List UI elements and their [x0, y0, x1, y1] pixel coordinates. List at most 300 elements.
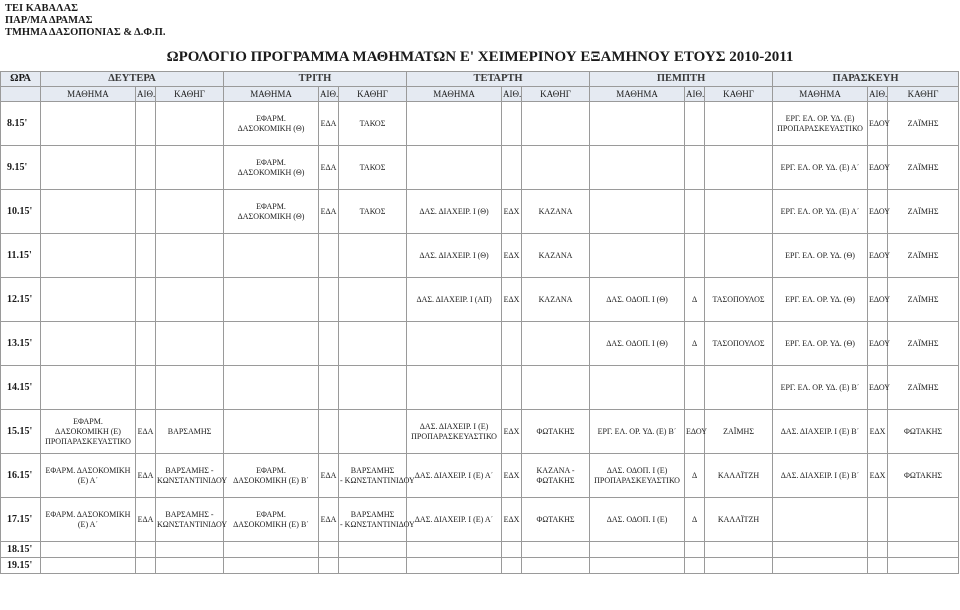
- cell-line: ΕΡΓ. ΕΛ. ΟΡ. ΥΔ. (Θ): [785, 250, 855, 260]
- professor-cell: [705, 234, 773, 278]
- course-cell: [224, 190, 319, 234]
- course-cell: [41, 410, 136, 454]
- professor-cell: [156, 234, 224, 278]
- professor-cell: [156, 190, 224, 234]
- cell-line: ΖΑΪΜΗΣ: [907, 294, 939, 304]
- room-cell: [868, 146, 891, 190]
- course-cell: [407, 454, 502, 498]
- course-cell: [224, 542, 319, 558]
- course-cell: [41, 102, 136, 146]
- cell-line: ΔΑΣ. ΟΔΟΠ. Ι (Θ): [606, 294, 668, 304]
- professor-cell: [339, 498, 415, 542]
- cell-line: ΖΑΪΜΗΣ: [907, 338, 939, 348]
- cell-line: ΕΦΑΡΜ. ΔΑΣΟΚΟΜΙΚΗ: [45, 509, 131, 519]
- cell-line: ΕΔΟΥ: [869, 382, 891, 392]
- professor-cell: [522, 234, 590, 278]
- room-cell: [868, 366, 891, 410]
- professor-cell: [705, 102, 773, 146]
- table-row: [1, 558, 959, 574]
- course-cell: [41, 322, 136, 366]
- room-cell: [136, 234, 156, 278]
- room-cell: [868, 542, 888, 558]
- column-header-professor: ΚΑΘΗΓ: [339, 87, 407, 102]
- cell-line: ΕΦΑΡΜ.: [73, 416, 103, 426]
- room-cell: [319, 102, 339, 146]
- room-cell: [319, 234, 339, 278]
- professor-cell: [339, 102, 407, 146]
- professor-cell: [522, 322, 590, 366]
- room-cell: [685, 102, 705, 146]
- table-row: [1, 278, 959, 322]
- cell-line: ΦΩΤΑΚΗΣ: [536, 475, 575, 485]
- professor-cell: [888, 558, 959, 574]
- cell-line: ΚΩΝΣΤΑΝΤΙΝΙΔΟΥ: [157, 519, 228, 529]
- cell-line: ΕΡΓ. ΕΛ. ΟΡ. ΥΔ. (Ε) Β΄: [780, 382, 860, 392]
- professor-cell: [888, 498, 959, 542]
- room-cell: [868, 322, 891, 366]
- cell-line: ΦΩΤΑΚΗΣ: [536, 514, 575, 524]
- cell-line: ΕΦΑΡΜ.: [256, 201, 286, 211]
- cell-line: ΕΦΑΡΜ.: [256, 157, 286, 167]
- professor-cell: [339, 366, 407, 410]
- column-header-professor: ΚΑΘΗΓ: [156, 87, 224, 102]
- course-cell: [773, 102, 868, 146]
- room-cell: [502, 322, 522, 366]
- room-cell: [502, 190, 522, 234]
- column-header-row: [1, 87, 959, 102]
- cell-line: ΕΔΑ: [320, 118, 337, 128]
- cell-line: ΔΑΣΟΚΟΜΙΚΗ (Ε) Β΄: [233, 519, 309, 529]
- room-cell: [319, 366, 339, 410]
- room-cell: [136, 498, 156, 542]
- day-header-wednesday: ΤΕΤΑΡΤΗ: [407, 72, 590, 87]
- course-cell: [407, 146, 502, 190]
- professor-cell: [888, 234, 959, 278]
- time-cell: 15.15': [1, 410, 41, 454]
- room-cell: [502, 234, 522, 278]
- cell-line: ΕΔΟΥ: [686, 426, 708, 436]
- room-cell: [502, 542, 522, 558]
- time-cell: 8.15': [1, 102, 41, 146]
- course-cell: [224, 366, 319, 410]
- department-location: ΠΑΡ/ΜΑ ΔΡΑΜΑΣ: [5, 15, 93, 26]
- table-row: [1, 454, 959, 498]
- cell-line: ΔΑΣΟΚΟΜΙΚΗ (Θ): [237, 211, 305, 221]
- cell-line: ΚΑΛΑΪΤΖΗ: [717, 514, 760, 524]
- room-cell: [136, 190, 156, 234]
- cell-line: ΦΩΤΑΚΗΣ: [904, 470, 943, 480]
- table-row: [1, 322, 959, 366]
- cell-line: ΖΑΪΜΗΣ: [907, 162, 939, 172]
- room-cell: [685, 454, 705, 498]
- course-cell: [773, 410, 868, 454]
- room-cell: [685, 234, 705, 278]
- column-header-course: ΜΑΘΗΜΑ: [773, 87, 868, 102]
- room-cell: [319, 146, 339, 190]
- cell-line: ΕΔΧ: [869, 426, 886, 436]
- cell-line: ΕΔΑ: [320, 514, 337, 524]
- course-cell: [224, 558, 319, 574]
- cell-line: ΕΔΑ: [320, 470, 337, 480]
- room-cell: [685, 498, 705, 542]
- cell-line: - ΚΩΝΣΤΑΝΤΙΝΙΔΟΥ: [340, 475, 415, 485]
- time-cell: 19.15': [1, 558, 41, 574]
- table-row: [1, 190, 959, 234]
- professor-cell: [705, 322, 773, 366]
- room-cell: [685, 322, 705, 366]
- cell-line: ΔΑΣ. ΔΙΑΧΕΙΡ. Ι (Ε) Α΄: [414, 514, 494, 524]
- professor-cell: [156, 322, 224, 366]
- cell-line: ΕΔΟΥ: [869, 250, 891, 260]
- cell-line: ΤΑΚΟΣ: [359, 162, 386, 172]
- course-cell: [773, 366, 868, 410]
- cell-line: ΕΔΧ: [503, 206, 520, 216]
- course-cell: [41, 190, 136, 234]
- time-cell: 13.15': [1, 322, 41, 366]
- cell-line: ΔΑΣ. ΔΙΑΧΕΙΡ. Ι (ΑΠ): [416, 294, 492, 304]
- cell-line: ΤΑΚΟΣ: [359, 206, 386, 216]
- cell-line: ΔΑΣΟΚΟΜΙΚΗ (Ε) Β΄: [233, 475, 309, 485]
- professor-cell: [705, 278, 773, 322]
- professor-cell: [705, 410, 773, 454]
- room-cell: [868, 234, 891, 278]
- professor-cell: [888, 190, 959, 234]
- cell-line: ΚΑΖΑΝΑ: [538, 294, 573, 304]
- cell-line: ΔΑΣ. ΔΙΑΧΕΙΡ. Ι (Ε) Β΄: [780, 426, 860, 436]
- professor-cell: [156, 454, 228, 498]
- cell-line: ΚΩΝΣΤΑΝΤΙΝΙΔΟΥ: [157, 475, 228, 485]
- professor-cell: [156, 558, 224, 574]
- cell-line: ΔΑΣ. ΟΔΟΠ. Ι (Ε): [606, 465, 668, 475]
- time-cell: 14.15': [1, 366, 41, 410]
- course-cell: [224, 102, 319, 146]
- cell-line: ΕΡΓ. ΕΛ. ΟΡ. ΥΔ. (Θ): [785, 338, 855, 348]
- cell-line: ΖΑΪΜΗΣ: [907, 382, 939, 392]
- cell-line: ΔΑΣ. ΟΔΟΠ. Ι (Θ): [606, 338, 668, 348]
- course-cell: [773, 542, 868, 558]
- room-cell: [502, 102, 522, 146]
- room-cell: [136, 542, 156, 558]
- time-cell: 9.15': [1, 146, 41, 190]
- cell-line: ΖΑΪΜΗΣ: [907, 250, 939, 260]
- room-cell: [319, 410, 339, 454]
- course-cell: [41, 498, 136, 542]
- cell-line: ΚΑΖΑΝΑ: [538, 250, 573, 260]
- column-header-empty: [1, 87, 41, 102]
- cell-line: ΕΡΓ. ΕΛ. ΟΡ. ΥΔ. (Θ): [785, 294, 855, 304]
- room-cell: [136, 278, 156, 322]
- room-cell: [319, 278, 339, 322]
- professor-cell: [156, 542, 224, 558]
- cell-line: ΚΑΖΑΝΑ -: [536, 465, 575, 475]
- course-cell: [590, 542, 685, 558]
- course-cell: [590, 366, 685, 410]
- room-cell: [868, 410, 888, 454]
- cell-line: ΔΑΣΟΚΟΜΙΚΗ (Θ): [237, 167, 305, 177]
- cell-line: ΕΔΟΥ: [869, 338, 891, 348]
- cell-line: ΕΔΧ: [869, 470, 886, 480]
- column-header-room: ΑΙΘ.: [319, 87, 339, 102]
- professor-cell: [522, 278, 590, 322]
- room-cell: [319, 190, 339, 234]
- cell-line: ΕΦΑΡΜ.: [256, 113, 286, 123]
- room-cell: [136, 146, 156, 190]
- cell-line: ΕΡΓ. ΕΛ. ΟΡ. ΥΔ. (Ε) Α΄: [780, 206, 860, 216]
- professor-cell: [705, 190, 773, 234]
- cell-line: ΕΔΑ: [137, 426, 154, 436]
- day-header-row: [1, 72, 959, 87]
- course-cell: [224, 234, 319, 278]
- cell-line: ΚΑΖΑΝΑ: [538, 206, 573, 216]
- column-header-professor: ΚΑΘΗΓ: [522, 87, 590, 102]
- room-cell: [868, 558, 888, 574]
- course-cell: [41, 454, 136, 498]
- course-cell: [41, 558, 136, 574]
- professor-cell: [339, 542, 407, 558]
- room-cell: [136, 366, 156, 410]
- professor-cell: [888, 322, 959, 366]
- time-cell: 16.15': [1, 454, 41, 498]
- room-cell: [685, 146, 705, 190]
- room-cell: [685, 190, 705, 234]
- course-cell: [407, 410, 502, 454]
- cell-line: ΕΔΑ: [137, 470, 154, 480]
- course-cell: [590, 322, 685, 366]
- page-title: ΩΡΟΛΟΓΙΟ ΠΡΟΓΡΑΜΜΑ ΜΑΘΗΜΑΤΩΝ Ε' ΧΕΙΜΕΡΙΝΟΥ ΕΞΑΜΗΝΟΥ ΕΤΟΥΣ 2010-2011: [166, 49, 794, 65]
- course-cell: [590, 146, 685, 190]
- time-cell: 18.15': [1, 542, 41, 558]
- room-cell: [136, 410, 156, 454]
- column-header-course: ΜΑΘΗΜΑ: [407, 87, 502, 102]
- cell-line: ΕΔΟΥ: [869, 294, 891, 304]
- table-row: [1, 542, 959, 558]
- course-cell: [590, 558, 685, 574]
- room-cell: [868, 498, 888, 542]
- course-cell: [41, 278, 136, 322]
- cell-line: ΔΑΣ. ΟΔΟΠ. Ι (Ε): [606, 514, 668, 524]
- cell-line: ΕΦΑΡΜ.: [256, 509, 286, 519]
- table-row: [1, 234, 959, 278]
- room-cell: [136, 102, 156, 146]
- course-cell: [407, 322, 502, 366]
- professor-cell: [339, 454, 415, 498]
- institution-name: ΤΕΙ ΚΑΒΑΛΑΣ: [5, 3, 79, 14]
- room-cell: [685, 366, 705, 410]
- column-header-course: ΜΑΘΗΜΑ: [41, 87, 136, 102]
- course-cell: [773, 190, 868, 234]
- professor-cell: [522, 410, 590, 454]
- column-header-room: ΑΙΘ.: [136, 87, 156, 102]
- room-cell: [868, 454, 888, 498]
- cell-line: ΖΑΪΜΗΣ: [907, 206, 939, 216]
- room-cell: [319, 322, 339, 366]
- cell-line: ΔΑΣ. ΔΙΑΧΕΙΡ. Ι (Ε) Α΄: [414, 470, 494, 480]
- professor-cell: [339, 410, 407, 454]
- professor-cell: [888, 542, 959, 558]
- professor-cell: [156, 498, 228, 542]
- course-cell: [41, 542, 136, 558]
- professor-cell: [888, 366, 959, 410]
- professor-cell: [522, 454, 590, 498]
- course-cell: [224, 498, 319, 542]
- course-cell: [773, 278, 868, 322]
- course-cell: [773, 146, 868, 190]
- cell-line: ΠΡΟΠΑΡΑΣΚΕΥΑΣΤΙΚΟ: [411, 431, 497, 441]
- cell-line: ΚΑΛΑΪΤΖΗ: [717, 470, 760, 480]
- course-cell: [773, 234, 868, 278]
- cell-line: ΤΑΣΟΠΟΥΛΟΣ: [712, 294, 765, 304]
- cell-line: ΕΔΧ: [503, 514, 520, 524]
- room-cell: [685, 542, 705, 558]
- timetable-body: [1, 102, 959, 574]
- cell-line: ΤΑΚΟΣ: [359, 118, 386, 128]
- room-cell: [136, 558, 156, 574]
- cell-line: ΒΑΡΣΑΜΗΣ -: [165, 465, 214, 475]
- course-cell: [41, 366, 136, 410]
- professor-cell: [339, 558, 407, 574]
- cell-line: ΒΑΡΣΑΜΗΣ: [350, 509, 395, 519]
- department-name: ΤΜΗΜΑ ΔΑΣΟΠΟΝΙΑΣ & Δ.Φ.Π.: [5, 27, 166, 38]
- course-cell: [773, 454, 868, 498]
- room-cell: [502, 498, 522, 542]
- room-cell: [502, 558, 522, 574]
- professor-cell: [156, 102, 224, 146]
- day-header-tuesday: ΤΡΙΤΗ: [224, 72, 407, 87]
- course-cell: [590, 410, 685, 454]
- cell-line: (Ε) Α΄: [77, 475, 99, 485]
- cell-line: ΕΔΑ: [137, 514, 154, 524]
- time-cell: 11.15': [1, 234, 41, 278]
- column-header-room: ΑΙΘ.: [685, 87, 705, 102]
- professor-cell: [705, 146, 773, 190]
- course-cell: [590, 190, 685, 234]
- cell-line: ΠΡΟΠΑΡΑΣΚΕΥΑΣΤΙΚΟ: [777, 123, 863, 133]
- cell-line: ΖΑΪΜΗΣ: [723, 426, 754, 436]
- cell-line: ΒΑΡΣΑΜΗΣ: [167, 426, 212, 436]
- course-cell: [590, 102, 685, 146]
- table-row: [1, 410, 959, 454]
- room-cell: [685, 410, 708, 454]
- cell-line: Δ: [691, 470, 698, 480]
- course-cell: [407, 190, 502, 234]
- table-row: [1, 102, 959, 146]
- course-cell: [590, 234, 685, 278]
- course-cell: [407, 498, 502, 542]
- cell-line: ΒΑΡΣΑΜΗΣ -: [165, 509, 214, 519]
- professor-cell: [705, 498, 773, 542]
- professor-cell: [522, 558, 590, 574]
- cell-line: ΕΔΟΥ: [869, 118, 891, 128]
- table-row: [1, 146, 959, 190]
- timetable: [0, 71, 959, 574]
- table-row: [1, 498, 959, 542]
- professor-cell: [339, 278, 407, 322]
- room-cell: [502, 366, 522, 410]
- room-cell: [685, 558, 705, 574]
- room-cell: [685, 278, 705, 322]
- professor-cell: [339, 190, 407, 234]
- day-header-monday: ΔΕΥΤΕΡΑ: [41, 72, 224, 87]
- cell-line: ΒΑΡΣΑΜΗΣ: [350, 465, 395, 475]
- course-cell: [224, 410, 319, 454]
- course-cell: [224, 322, 319, 366]
- table-row: [1, 366, 959, 410]
- cell-line: Δ: [691, 514, 698, 524]
- course-cell: [224, 146, 319, 190]
- cell-line: ΕΡΓ. ΕΛ. ΟΡ. ΥΔ. (Ε) Β΄: [597, 426, 677, 436]
- course-cell: [590, 278, 685, 322]
- professor-cell: [156, 410, 224, 454]
- course-cell: [407, 366, 502, 410]
- column-header-course: ΜΑΘΗΜΑ: [224, 87, 319, 102]
- professor-cell: [705, 454, 773, 498]
- room-cell: [502, 454, 522, 498]
- time-cell: 10.15': [1, 190, 41, 234]
- room-cell: [868, 102, 891, 146]
- room-cell: [136, 454, 156, 498]
- column-header-room: ΑΙΘ.: [502, 87, 522, 102]
- course-cell: [773, 498, 868, 542]
- time-cell: 17.15': [1, 498, 41, 542]
- professor-cell: [888, 146, 959, 190]
- cell-line: ΔΑΣ. ΔΙΑΧΕΙΡ. Ι (Θ): [419, 206, 489, 216]
- cell-line: ΔΑΣΟΚΟΜΙΚΗ (Θ): [237, 123, 305, 133]
- professor-cell: [705, 542, 773, 558]
- column-header-professor: ΚΑΘΗΓ: [888, 87, 959, 102]
- course-cell: [590, 454, 685, 498]
- professor-cell: [522, 366, 590, 410]
- professor-cell: [522, 190, 590, 234]
- professor-cell: [339, 234, 407, 278]
- cell-line: ΕΔΧ: [503, 426, 520, 436]
- day-header-friday: ΠΑΡΑΣΚΕΥΗ: [773, 72, 959, 87]
- cell-line: ΔΑΣ. ΔΙΑΧΕΙΡ. Ι (Ε) Β΄: [780, 470, 860, 480]
- professor-cell: [888, 454, 959, 498]
- professor-cell: [705, 558, 773, 574]
- cell-line: ΕΔΧ: [503, 250, 520, 260]
- professor-cell: [522, 542, 590, 558]
- cell-line: ΕΔΧ: [503, 294, 520, 304]
- cell-line: ΦΩΤΑΚΗΣ: [904, 426, 943, 436]
- course-cell: [224, 454, 319, 498]
- column-header-room: ΑΙΘ.: [868, 87, 888, 102]
- cell-line: ΕΦΑΡΜ. ΔΑΣΟΚΟΜΙΚΗ: [45, 465, 131, 475]
- course-cell: [41, 146, 136, 190]
- cell-line: ΖΑΪΜΗΣ: [907, 118, 939, 128]
- professor-cell: [339, 146, 407, 190]
- cell-line: ΕΡΓ. ΕΛ. ΟΡ. ΥΔ. (Ε): [785, 113, 855, 123]
- professor-cell: [888, 102, 959, 146]
- professor-cell: [156, 366, 224, 410]
- course-cell: [224, 278, 319, 322]
- course-cell: [407, 542, 502, 558]
- day-header-thursday: ΠΕΜΠΤΗ: [590, 72, 773, 87]
- course-cell: [41, 234, 136, 278]
- professor-cell: [522, 102, 590, 146]
- cell-line: (Ε) Α΄: [77, 519, 99, 529]
- cell-line: ΤΑΣΟΠΟΥΛΟΣ: [712, 338, 765, 348]
- column-header-professor: ΚΑΘΗΓ: [705, 87, 773, 102]
- cell-line: Δ: [691, 294, 698, 304]
- course-cell: [773, 558, 868, 574]
- room-cell: [319, 454, 339, 498]
- cell-line: ΕΔΟΥ: [869, 162, 891, 172]
- professor-cell: [522, 498, 590, 542]
- cell-line: ΕΔΧ: [503, 470, 520, 480]
- professor-cell: [156, 146, 224, 190]
- room-cell: [319, 542, 339, 558]
- cell-line: ΠΡΟΠΑΡΑΣΚΕΥΑΣΤΙΚΟ: [594, 475, 680, 485]
